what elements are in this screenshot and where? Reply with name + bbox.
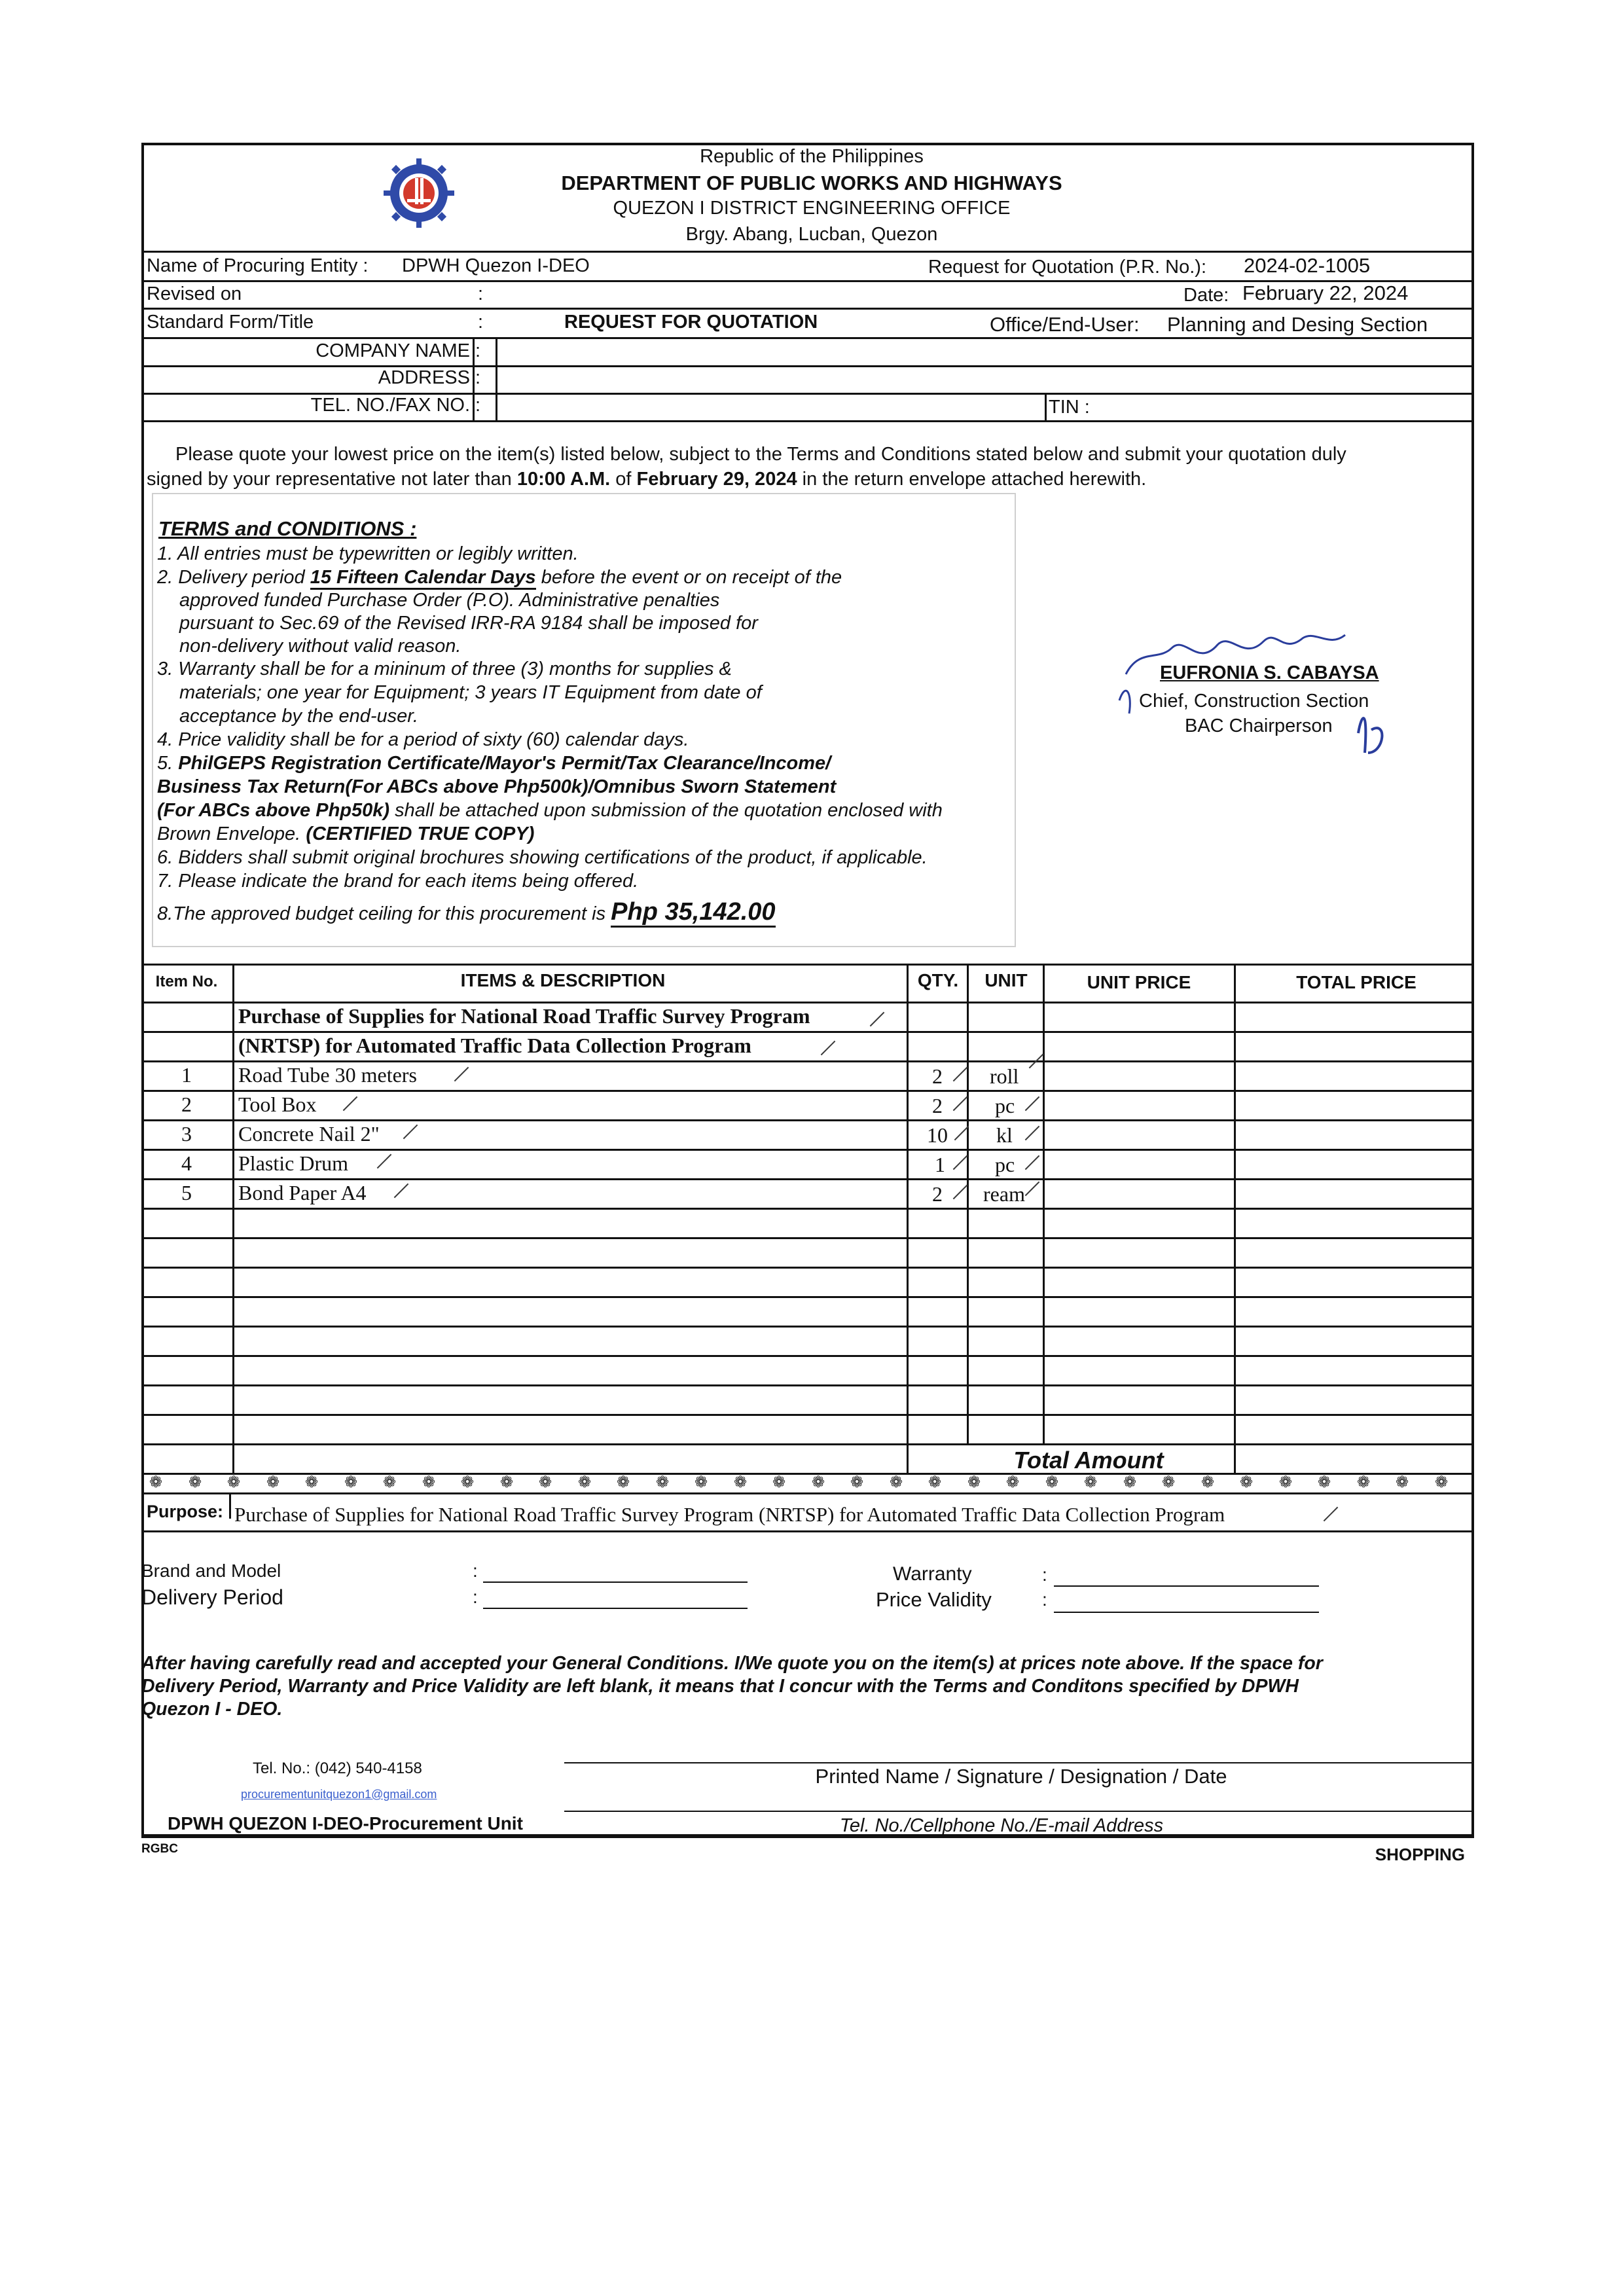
- row-3-description: Concrete Nail 2": [238, 1122, 380, 1146]
- contact-caption: Tel. No./Cellphone No./E-mail Address: [839, 1815, 1164, 1836]
- revised-colon: :: [478, 283, 484, 304]
- warranty-label: Warranty: [893, 1563, 972, 1585]
- form-title-value: REQUEST FOR QUOTATION: [564, 312, 818, 333]
- office-user-value: Planning and Desing Section: [1167, 313, 1428, 336]
- form-title-colon: :: [478, 312, 484, 333]
- total-amount-label: Total Amount: [1013, 1447, 1164, 1473]
- row-1-description: Road Tube 30 meters: [238, 1063, 417, 1087]
- republic-line: Republic of the Philippines: [700, 146, 924, 167]
- company-name-field[interactable]: [497, 339, 1471, 364]
- brand-model-label: Brand and Model: [141, 1561, 281, 1581]
- term-2: 2. Delivery period 15 Fifteen Calendar Days before the event or on receipt of the: [157, 568, 842, 587]
- term-5-line-3: (For ABCs above Php50k) shall be attached upon submission of the quotation enclosed with: [157, 800, 943, 821]
- row-2-description: Tool Box: [238, 1093, 317, 1116]
- col-header-item-no: Item No.: [155, 973, 218, 990]
- delivery-period-colon: :: [473, 1587, 478, 1607]
- revised-label: Revised on: [147, 283, 242, 304]
- printed-name-caption: Printed Name / Signature / Designation / Date: [815, 1765, 1227, 1788]
- term-5-line-2: Business Tax Return(For ABCs above Php500k)/Omnibus Sworn Statement: [157, 776, 837, 797]
- warranty-colon: :: [1042, 1564, 1047, 1585]
- tin-field[interactable]: [1100, 395, 1471, 419]
- chairperson-name: EUFRONIA S. CABAYSA: [1160, 662, 1379, 683]
- term-8: 8.The approved budget ceiling for this procurement is Php 35,142.00: [157, 899, 776, 924]
- tin-label: TIN :: [1049, 397, 1090, 418]
- terms-heading: TERMS and CONDITIONS :: [158, 517, 417, 540]
- program-title-line-2: (NRTSP) for Automated Traffic Data Collection Program: [238, 1034, 751, 1057]
- company-name-colon: :: [475, 340, 481, 361]
- term-5: 5. PhilGEPS Registration Certificate/Mayor's Permit/Tax Clearance/Income/: [157, 753, 831, 774]
- dpwh-logo: [380, 157, 458, 229]
- row-2-unit: pc: [995, 1094, 1015, 1117]
- acceptance-line-3: Quezon I - DEO.: [141, 1699, 283, 1720]
- tel-fax-label: TEL. NO./FAX NO.: [310, 395, 470, 416]
- row-2-qty: 2: [932, 1094, 943, 1117]
- procurement-email-link[interactable]: procurementunitquezon1@gmail.com: [241, 1788, 437, 1801]
- term-3-line-2: materials; one year for Equipment; 3 years IT Equipment from date of: [179, 682, 762, 703]
- row-2-item-no: 2: [181, 1093, 192, 1116]
- intro-line-1: Please quote your lowest price on the item(s) listed below, subject to the Terms and Conditions stated below and submit your quotation duly: [175, 444, 1346, 465]
- term-2-line-4: non-delivery without valid reason.: [179, 636, 461, 657]
- department-name: DEPARTMENT OF PUBLIC WORKS AND HIGHWAYS: [561, 172, 1062, 194]
- row-5-unit: ream: [983, 1182, 1025, 1206]
- row-5-unit-price-field[interactable]: [1045, 1180, 1233, 1206]
- row-3-unit-price-field[interactable]: [1045, 1121, 1233, 1148]
- term-2-line-3: pursuant to Sec.69 of the Revised IRR-RA 9184 shall be imposed for: [179, 613, 758, 634]
- row-5-description: Bond Paper A4: [238, 1181, 367, 1204]
- warranty-field[interactable]: [1054, 1562, 1319, 1587]
- row-1-unit-price-field[interactable]: [1045, 1062, 1233, 1089]
- row-4-description: Plastic Drum: [238, 1151, 348, 1175]
- col-header-unit: UNIT: [984, 970, 1028, 990]
- term-3: 3. Warranty shall be for a mininum of three (3) months for supplies &: [157, 659, 732, 679]
- row-4-unit-price-field[interactable]: [1045, 1151, 1233, 1177]
- tel-fax-colon: :: [475, 395, 481, 416]
- office-name: QUEZON I DISTRICT ENGINEERING OFFICE: [613, 198, 1011, 219]
- total-amount-field[interactable]: [1236, 1445, 1471, 1472]
- intro-line-2: signed by your representative not later than 10:00 A.M. of February 29, 2024 in the return envelope attached herewith.: [147, 469, 1147, 490]
- signature-line-field[interactable]: [564, 1794, 1471, 1816]
- row-4-item-no: 4: [181, 1151, 192, 1175]
- office-address: Brgy. Abang, Lucban, Quezon: [685, 224, 938, 245]
- company-name-label: COMPANY NAME: [316, 340, 470, 361]
- row-4-unit: pc: [995, 1153, 1015, 1176]
- col-header-description: ITEMS & DESCRIPTION: [460, 970, 666, 990]
- price-validity-field[interactable]: [1054, 1588, 1319, 1613]
- purpose-label: Purpose:: [147, 1502, 224, 1521]
- date-label: Date:: [1183, 285, 1229, 306]
- acceptance-line-2: Delivery Period, Warranty and Price Validity are left blank, it means that I concur with the Terms and Conditons specified by DPWH: [141, 1676, 1299, 1697]
- col-header-unit-price: UNIT PRICE: [1087, 972, 1191, 992]
- procuring-entity-label: Name of Procuring Entity :: [147, 255, 369, 276]
- brand-model-field[interactable]: [483, 1558, 748, 1583]
- price-validity-label: Price Validity: [876, 1588, 992, 1611]
- col-header-qty: QTY.: [917, 970, 959, 990]
- row-1-unit: roll: [990, 1064, 1019, 1088]
- term-1: 1. All entries must be typewritten or legibly written.: [157, 543, 579, 564]
- form-title-label: Standard Form/Title: [147, 312, 314, 333]
- procurement-tel: Tel. No.: (042) 540-4158: [253, 1760, 422, 1777]
- row-3-total-price-field[interactable]: [1236, 1121, 1471, 1148]
- procuring-entity-value: DPWH Quezon I-DEO: [402, 255, 590, 276]
- row-4-qty: 1: [935, 1153, 945, 1176]
- address-label: ADDRESS: [378, 367, 470, 388]
- row-1-item-no: 1: [181, 1063, 192, 1087]
- row-4-total-price-field[interactable]: [1236, 1151, 1471, 1177]
- row-1-total-price-field[interactable]: [1236, 1062, 1471, 1089]
- decorative-border-row: ❁ ❁ ❁ ❁ ❁ ❁ ❁ ❁ ❁ ❁ ❁ ❁ ❁ ❁ ❁ ❁ ❁ ❁ ❁ ❁ ❁ ❁ ❁ ❁ ❁ ❁ ❁ ❁ ❁ ❁ ❁ ❁ ❁ ❁: [149, 1473, 1449, 1491]
- delivery-period-field[interactable]: [483, 1584, 748, 1609]
- row-5-item-no: 5: [181, 1181, 192, 1204]
- term-2-line-2: approved funded Purchase Order (P.O). Administrative penalties: [179, 590, 720, 611]
- delivery-period-label: Delivery Period: [141, 1585, 283, 1609]
- row-2-total-price-field[interactable]: [1236, 1092, 1471, 1118]
- office-user-label: Office/End-User:: [990, 313, 1140, 336]
- rfq-label: Request for Quotation (P.R. No.):: [928, 257, 1207, 278]
- acceptance-line-1: After having carefully read and accepted your General Conditions. I/We quote you on the item(s) at prices note above. If the space for: [141, 1653, 1323, 1674]
- program-title-line-1: Purchase of Supplies for National Road Traffic Survey Program: [238, 1004, 810, 1028]
- term-5-line-4: Brown Envelope. (CERTIFIED TRUE COPY): [157, 823, 535, 844]
- address-colon: :: [475, 367, 481, 388]
- purpose-value: Purchase of Supplies for National Road Traffic Survey Program (NRTSP) for Automated Traffic Data Collection Program: [234, 1503, 1225, 1526]
- brand-model-colon: :: [473, 1561, 478, 1581]
- term-7: 7. Please indicate the brand for each items being offered.: [157, 871, 639, 892]
- term-4: 4. Price validity shall be for a period of sixty (60) calendar days.: [157, 729, 689, 750]
- col-header-total-price: TOTAL PRICE: [1296, 972, 1416, 992]
- row-3-item-no: 3: [181, 1122, 192, 1146]
- row-3-unit: kl: [996, 1123, 1013, 1147]
- term-6: 6. Bidders shall submit original brochures showing certifications of the product, if applicable.: [157, 847, 928, 868]
- form-code: RGBC: [141, 1842, 178, 1856]
- row-1-qty: 2: [932, 1064, 943, 1088]
- date-value: February 22, 2024: [1242, 281, 1409, 304]
- row-5-total-price-field[interactable]: [1236, 1180, 1471, 1206]
- row-5-qty: 2: [932, 1182, 943, 1206]
- row-2-unit-price-field[interactable]: [1045, 1092, 1233, 1118]
- row-3-qty: 10: [927, 1123, 948, 1147]
- price-validity-colon: :: [1042, 1589, 1047, 1610]
- address-field[interactable]: [497, 367, 1471, 391]
- procurement-unit-name: DPWH QUEZON I-DEO-Procurement Unit: [168, 1813, 523, 1834]
- rfq-number: 2024-02-1005: [1244, 254, 1371, 277]
- term-3-line-3: acceptance by the end-user.: [179, 706, 418, 727]
- chairperson-title: Chief, Construction Section: [1139, 691, 1369, 712]
- procurement-mode: SHOPPING: [1375, 1845, 1465, 1864]
- tel-fax-field[interactable]: [497, 395, 1043, 419]
- chairperson-role: BAC Chairperson: [1185, 715, 1333, 736]
